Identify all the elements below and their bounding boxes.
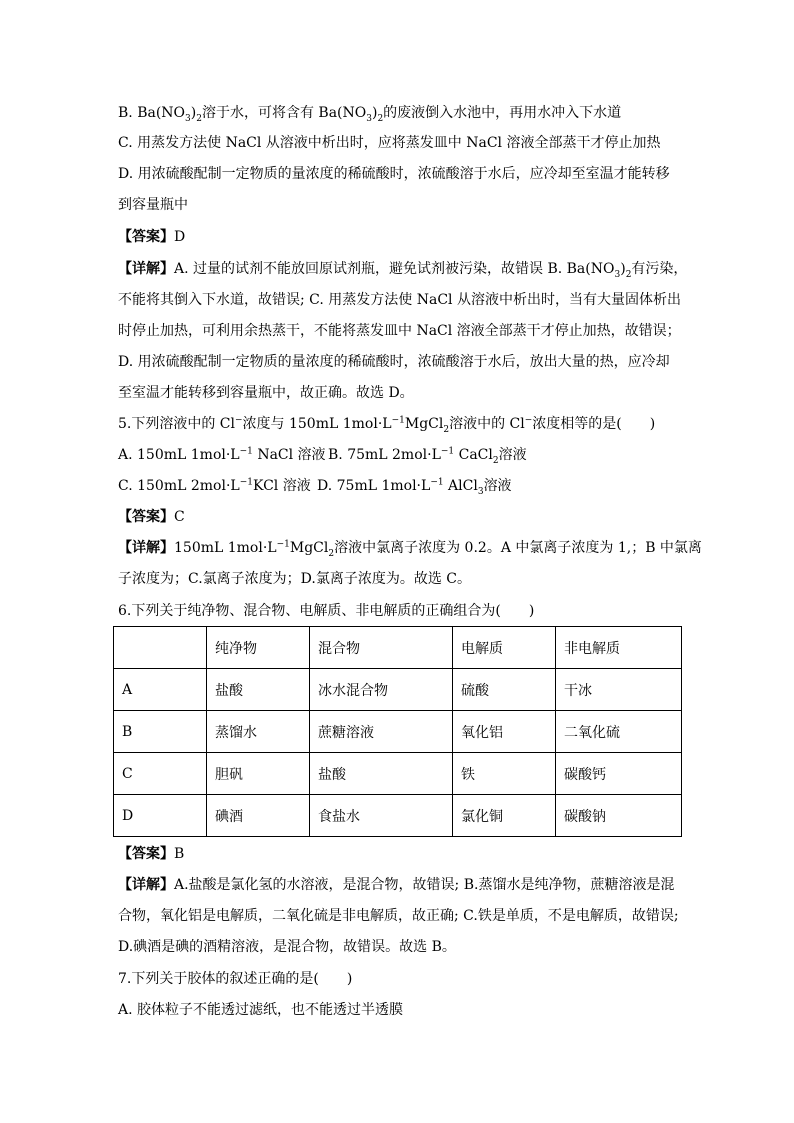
q5-detail-line2: 子浓度为；C.氯离子浓度为；D.氯离子浓度为。故选 C。 (118, 571, 471, 587)
table-cell: 二氧化硫 (556, 711, 682, 753)
table-cell: 碳酸钠 (556, 795, 682, 837)
answer-tag: 【答案】 (118, 846, 174, 862)
q4-detail-line2: 不能将其倒入下水道，故错误; C. 用蒸发方法使 NaCl 从溶液中析出时，当有大量固体析出 (118, 292, 681, 308)
table-header-cell: 非电解质 (556, 627, 682, 669)
q7-stem: 7.下列关于胶体的叙述正确的是( ) (118, 971, 353, 987)
q4-option-c: C. 用蒸发方法使 NaCl 从溶液中析出时，应将蒸发皿中 NaCl 溶液全部蒸干才停止加热 (118, 135, 661, 151)
table-cell: B (114, 711, 207, 753)
q6-stem: 6.下列关于纯净物、混合物、电解质、非电解质的正确组合为( ) (118, 603, 535, 619)
table-cell: 碘酒 (207, 795, 310, 837)
answer-tag: 【答案】 (118, 229, 174, 245)
table-cell: 食盐水 (310, 795, 453, 837)
q5-answer: 【答案】C (118, 509, 185, 525)
q6-detail-line2: 合物，氧化铝是电解质，二氧化硫是非电解质，故正确; C.铁是单质，不是电解质，故错误; (118, 908, 679, 924)
table-header-cell: 电解质 (453, 627, 556, 669)
q5-option-d: D. 75mL $1mol\cdot L^{-1}$ AlCl$_3$溶液 (317, 477, 512, 497)
q4-detail-line5: 至室温才能转移到容量瓶中，故正确。故选 D。 (118, 385, 414, 401)
q4-option-d-line1: D. 用浓硫酸配制一定物质的量浓度的稀硫酸时，浓硫酸溶于水后，应冷却至室温才能转移 (118, 166, 670, 182)
q6-options-table (113, 626, 682, 837)
detail-tag: 【详解】 (118, 261, 174, 277)
q6-detail-line3: D.碘酒是碘的酒精溶液，是混合物，故错误。故选 B。 (118, 939, 456, 955)
table-header-row (114, 627, 682, 669)
table-row (114, 795, 682, 837)
table-cell: D (114, 795, 207, 837)
table-header-cell: 纯净物 (207, 627, 310, 669)
q6-detail-line1: 【详解】A.盐酸是氯化氢的水溶液，是混合物，故错误; B.蒸馏水是纯净物，蔗糖溶液是混 (118, 877, 675, 893)
q6-answer: 【答案】B (118, 846, 185, 862)
q5-option-b: B. 75mL $2mol\cdot L^{-1}$ CaCl$_2$溶液 (328, 446, 527, 466)
table-cell: 干冰 (556, 669, 682, 711)
table-cell: A (114, 669, 207, 711)
q5-stem: 5.下列溶液中的 Cl−浓度与 150mL $1mol\cdot L^{-1}MgCl_2$溶液中的 Cl−浓度相等的是( ) (118, 415, 656, 435)
table-header-cell (114, 627, 207, 669)
q7-option-a: A. 胶体粒子不能透过滤纸，也不能透过半透膜 (118, 1002, 404, 1018)
table-cell: 氧化铝 (453, 711, 556, 753)
detail-tag: 【详解】 (118, 877, 174, 893)
table-cell: 铁 (453, 753, 556, 795)
table-cell: 蒸馏水 (207, 711, 310, 753)
table-cell: 盐酸 (207, 669, 310, 711)
table-cell: 碳酸钙 (556, 753, 682, 795)
table-cell: C (114, 753, 207, 795)
q4-answer: 【答案】D (118, 229, 186, 245)
q5-option-c: C. 150mL $2mol\cdot L^{-1}KCl$ 溶液 (118, 477, 311, 494)
table-cell: 冰水混合物 (310, 669, 453, 711)
q5-detail-line1: 【详解】150mL $1mol\cdot L^{-1}MgCl_2$溶液中氯离子浓度为 0.2。A 中氯离子浓度为 1,；B 中氯离 (118, 539, 702, 559)
table-cell: 盐酸 (310, 753, 453, 795)
answer-tag: 【答案】 (118, 509, 174, 525)
table-row (114, 669, 682, 711)
q4-option-b: B. $Ba(NO_3)_2$溶于水，可将含有 $Ba(NO_3)_2$的废液倒入水池中，再用水冲入下水道 (118, 105, 622, 124)
table-cell: 氯化铜 (453, 795, 556, 837)
table-cell: 硫酸 (453, 669, 556, 711)
q4-detail-line3: 时停止加热，可利用余热蒸干，不能将蒸发皿中 NaCl 溶液全部蒸干才停止加热，故错误； (118, 323, 681, 339)
table-header-cell: 混合物 (310, 627, 453, 669)
q4-detail-line1: 【详解】A. 过量的试剂不能放回原试剂瓶，避免试剂被污染，故错误 B. $Ba(NO_3)_2$有污染， (118, 261, 688, 280)
table-row (114, 711, 682, 753)
table-cell: 胆矾 (207, 753, 310, 795)
table-row (114, 753, 682, 795)
q4-option-d-line2: 到容量瓶中 (118, 197, 188, 213)
table-cell: 蔗糖溶液 (310, 711, 453, 753)
q5-option-a: A. 150mL $1mol\cdot L^{-1}$ NaCl 溶液 (118, 446, 326, 463)
q4-detail-line4: D. 用浓硫酸配制一定物质的量浓度的稀硫酸时，浓硫酸溶于水后，放出大量的热，应冷却 (118, 354, 670, 370)
detail-tag: 【详解】 (118, 540, 174, 556)
